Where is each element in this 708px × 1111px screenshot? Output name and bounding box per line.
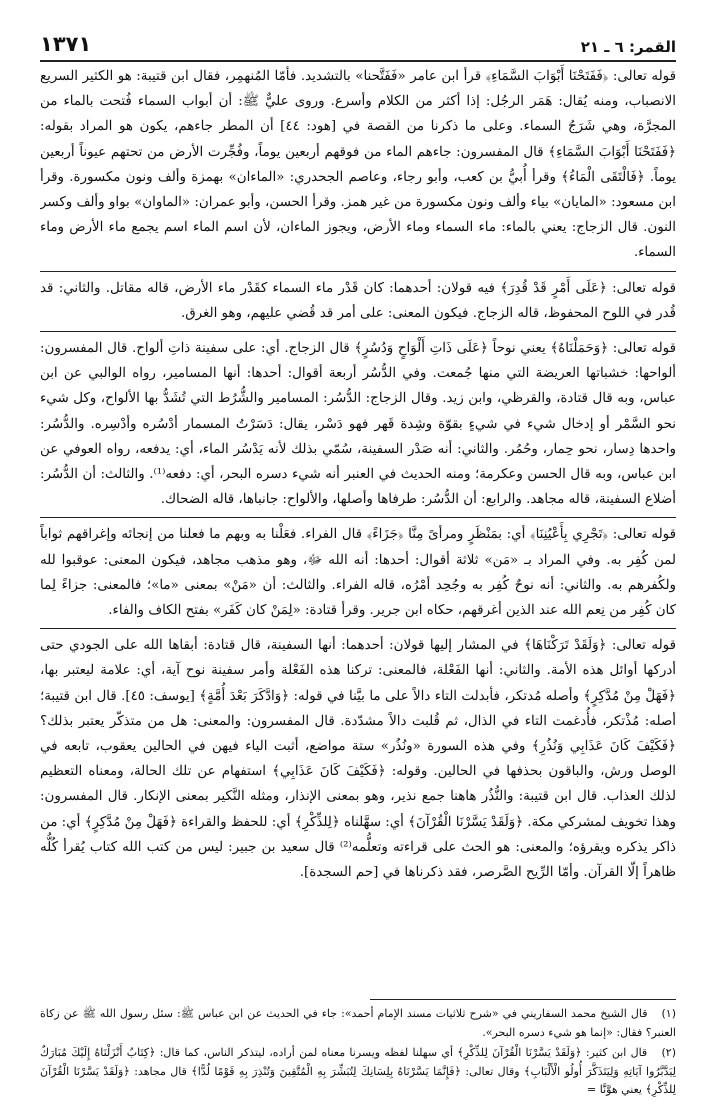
section-divider — [40, 271, 676, 272]
section-divider — [40, 331, 676, 332]
section-3-paragraph: قوله تعالى: ﴿وَحَمَلْنَاهُ﴾ يعني نوحاً ﴿عَلَى ذَاتِ أَلْوَاحٍ وَدُسُرٍ﴾ قال الزجاج. أي: على سفينة ذاتِ ألواح. قال المفسرون: ألواحها: خشباتها العريضة التي منها جُمعت. وفي الدُّسُر أربعة أقوال: أحدها: أنها المسامير، رواه الوالبي عن ابن عباس، وبه قال قتادة، والقرظي، وابن زيد. وقال الزجاج: الدُّسُر: المسامير والشُّرُط التي تُشَدُّ بها الألواح، وكل شيء نحو السَّمْر أو إدخال شيء في شيءٍ بقوّة وشِدة قَهر فهو دَسْر، يقال: دَسَرْتُ المسمار أدْسُره وأدْسِره. والدُّسُر: واحدها دِسار، نحو حِمار، وحُمُر. والثاني: أنه صَدْر السفينة، سُمّي بذلك لأنه يَدْسُر الماء، أي: يدفعه، رواه العوفي عن ابن عباس، وبه قال الحسن وعكرمة؛ ومنه الحديث في العنبر أنه شيء دسره البحر، أي: دفعه⁽¹⁾. والثالث: أن الدُّسُر: أضلاع السفينة، قاله مجاهد. والرابع: أن الدُّسُر: طرفاها وأصلها، والألواح: جانباها، قاله الضحاك. — [40, 341, 676, 508]
section-1-paragraph: قوله تعالى: ﴿فَفَتَحْنَا أَبْوَابَ السَّمَاءِ﴾ قرأ ابن عامر «فَفَتَّحنا» بالتشديد. فأمّا المُنهمِر، فقال ابن قتيبة: هو الكثير السريع الانصباب، ومنه يُقال: هَمَر الرجُل: إذا أكثر من الكلام وأسرع. وروى عليٌّ ﷺ: أن أبواب السماء فُتحت بالماء من المجرَّة، وهي شَرَجُ السماء. وعلى ما ذكرنا من القصة في [هود: ٤٤] أن المطر جاءهم، يكون هو المراد بقوله: ﴿فَفَتَحْنَا أَبْوَابَ السَّمَاءِ﴾ قال المفسرون: جاءهم الماء من فوقهم أربعين يوماً، وفُجِّرت الأرض من تحتهم عيوناً أربعين يوماً. ﴿فَالْتَقَى الْمَاءُ﴾ وقرأ أُبيُّ بن كعب، وأبو رجاء، وعاصم الجحدري: «الماءان» بهمزة وألف ونون مكسورة. وقرأ ابن مسعود: «المايان» بياء وألف ونون مكسورة من غير همز. وقرأ الحسن، وأبو عمران: «الماوان» بواو وألف وكسر النون. قال الزجاج: يعني بالماء: ماء السماء وماء الأرض، ويجوز الماءان، لأن اسم الماء اسم يجمع ماء الأرض وماء السماء. — [40, 69, 676, 261]
page-number: ١٣٧١ — [40, 32, 92, 56]
footnote-text: قال الشيخ محمد السفاريني في «شرح ثلاثيات مسند الإمام أحمد»: جاء في الحديث عن ابن عباس ﷺ: سئل رسول الله ﷺ عن زكاة العنبر؟ فقال: «إنما هو شيء دسره البحر». — [40, 1007, 676, 1039]
footnotes — [40, 1005, 676, 1105]
footnote-text: قال ابن كثير: ﴿وَلَقَدْ يَسَّرْنَا الْقُرْآنَ لِلذِّكْرِ﴾ أي سهلنا لفظه ويسرنا معناه لمن أراده، ليتذكر الناس، كما قال: ﴿كِتَابٌ أَنْزَلْنَاهُ إِلَيْكَ مُبَارَكٌ لِيَدَّبَّرُوا آيَاتِهِ وَلِيَتَذَكَّرَ أُولُو الْأَلْبَابِ﴾ وقال تعالى: ﴿فَإِنَّمَا يَسَّرْنَاهُ بِلِسَانِكَ لِتُبَشِّرَ بِهِ الْمُتَّقِينَ وَتُنْذِرَ بِهِ قَوْمًا لُدًّا﴾ قال مجاهد: ﴿وَلَقَدْ يَسَّرْنَا الْقُرْآنَ لِلذِّكْرِ﴾ يعني هوَّنَّا = — [40, 1046, 676, 1096]
section-2-paragraph: قوله تعالى: ﴿عَلَى أَمْرٍ قَدْ قُدِرَ﴾ فيه قولان: أحدهما: كان قَدْر ماء السماء كقَدْر ماء الأرض، قاله مقاتل. والثاني: قد قُدر في اللوح المحفوظ، قاله الزجاج. فيكون المعنى: على أمر قد قُضي عليهم، وهو الغرق. — [40, 280, 676, 321]
running-head: القمر: ٦ ـ ٢١ — [580, 38, 676, 56]
footnote — [40, 1005, 676, 1042]
section-divider — [40, 628, 676, 629]
section-divider — [40, 517, 676, 518]
footnote-number: (١) — [661, 1007, 676, 1020]
section-5-paragraph: قوله تعالى: ﴿وَلَقَدْ تَرَكْنَاهَا﴾ في المشار إليها قولان: أحدهما: أنها السفينة، قال قتادة: أبقاها الله على الجودي حتى أدركها أوائل هذه الأمة. والثاني: أنها الفَعْلة، فالمعنى: تركنا هذه الفَعْلة وأمر سفينة نوح آية، أي: علامة ليعتبر بها، ﴿فَهَلْ مِنْ مُدَّكِرٍ﴾ وأصله مُدتكر، فأبدلت التاء دالاً على ما بيَّنا في قوله: ﴿وَادَّكَرَ بَعْدَ أُمَّةٍ﴾ [يوسف: ٤٥]. قال ابن قتيبة؛ أصله: مُذْتكر، فأُدغمت التاء في الذال، ثم قُلبت دالاً مشدّدة. قال المفسرون: والمعنى: هل من متذكّر يعتبر بذلك؟ ﴿فَكَيْفَ كَانَ عَذَابِي وَنُذُرِ﴾ وفي هذه السورة «ونُذُر» ستة مواضع، أثبت الياء فيهن في الحالين يعقوب، تابعه في الوصل ورش، والباقون بحذفها في الحالين. وقوله: ﴿فَكَيْفَ كَانَ عَذَابِي﴾ استفهام عن تلك الحالة، ومعناه التعظيم لذلك العذاب. قال ابن قتيبة: والنُّذُر هاهنا جمع نذير، وهو بمعنى الإنذار، ومثله النَّكير بمعنى الإنكار. قال المفسرون: وهذا تخويف لمشركي مكة. ﴿وَلَقَدْ يَسَّرْنَا الْقُرْآنَ﴾ أي: سهَّلناه ﴿لِلذِّكْرِ﴾ أي: للحفظ والقراءة ﴿فَهَلْ مِنْ مُدَّكِرٍ﴾ أي: من ذاكر يذكره ويقرؤه؛ والمعنى: هو الحث على قراءته وتعلُّمه⁽²⁾ قال سعيد بن جبير: ليس من كتب الله كتاب يُقرأ كُلُّه ظاهراً إلّا القرآن. وأمّا الرِّيح الصَّرصر، فقد ذكرناها في [حم السجدة]. — [40, 638, 676, 881]
main-text — [40, 64, 676, 981]
footnote-rule — [370, 999, 676, 1000]
footnote — [40, 1044, 676, 1100]
header-rule — [40, 60, 676, 62]
section-4-paragraph: قوله تعالى: ﴿تَجْرِي بِأَعْيُنِنَا﴾ أي: بمَنْظَرٍ ومرأىً مِنَّا ﴿جَزَاءً﴾ قال الفراء. فعَلْنا به وبهم ما فعلنا من إنجائه وإغراقهم ثواباً لمن كُفِر به. وفي المراد بـ «مَن» ثلاثة أقوال: أحدها: أنه الله ﷻ، وهو مذهب مجاهد، فيكون المعنى: عوقبوا لله ولكُفرهم به. والثاني: أنه نوحٌ كُفِر به وجُحِد أمْرُه، قاله الفراء. والثالث: أن «مَنْ» بمعنى «ما»؛ فالمعنى: جزاءً لِما كان كُفِر من نِعم الله عند الذين أغرقهم، حكاه ابن جرير. وقرأ قتادة: «لِمَنْ كان كَفَر» بفتح الكاف والفاء. — [40, 527, 676, 619]
footnote-number: (٢) — [661, 1046, 676, 1059]
page-header — [40, 30, 676, 56]
